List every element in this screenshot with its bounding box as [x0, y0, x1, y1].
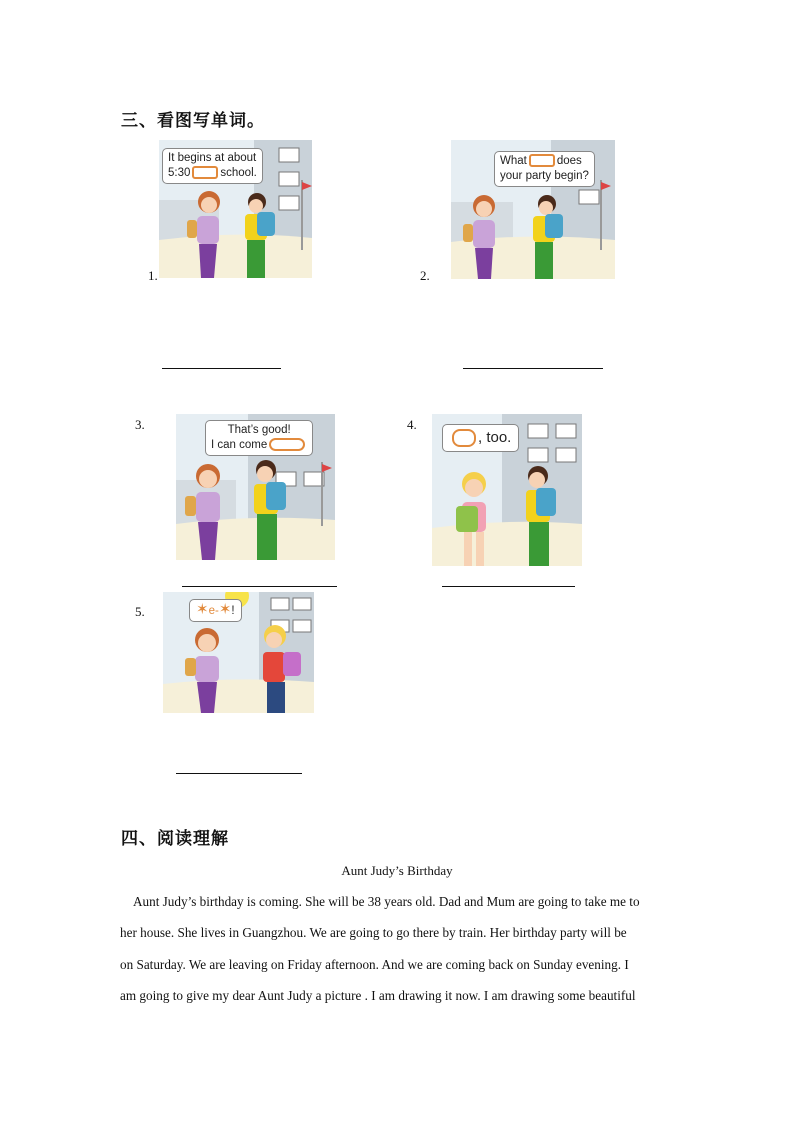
speech-bubble: [205, 420, 313, 456]
answer-line-5[interactable]: [176, 773, 302, 774]
bubble-text: What: [500, 155, 527, 167]
passage-line: am going to give my dear Aunt Judy a picture . I am drawing it now. I am drawing some beautiful: [120, 988, 636, 1003]
question-number-1: 1.: [148, 268, 158, 283]
question-number-2: 2.: [420, 268, 430, 283]
answer-line-4[interactable]: [442, 586, 575, 587]
question-3-picture: [176, 414, 335, 560]
question-4-picture: [432, 414, 582, 566]
bubble-text: !: [231, 605, 235, 617]
section-heading-reading: 四、阅读理解: [121, 829, 229, 849]
question-2-picture: [451, 140, 615, 279]
answer-line-2[interactable]: [463, 368, 603, 369]
bubble-text: e-: [208, 605, 219, 617]
question-number-3: 3.: [135, 417, 145, 432]
question-number-5: 5.: [135, 604, 145, 619]
star-icon: ✶: [218, 601, 232, 618]
bubble-text: does: [556, 155, 582, 167]
speech-bubble: [189, 599, 242, 622]
word-blank: [269, 438, 305, 451]
word-blank: [452, 429, 476, 447]
answer-line-1[interactable]: [162, 368, 281, 369]
speech-bubble: [162, 148, 263, 184]
bubble-text-line: That’s good!: [227, 424, 291, 436]
section-heading-vocab: 三、看图写单词。: [121, 111, 265, 131]
question-1-picture: [159, 140, 312, 278]
passage-line: her house. She lives in Guangzhou. We are going to go there by train. Her birthday party will be: [120, 925, 627, 940]
question-5-picture: [163, 592, 314, 713]
bubble-text-line: your party begin?: [500, 170, 589, 182]
speech-bubble: [442, 424, 519, 452]
passage-line: on Saturday. We are leaving on Friday afternoon. And we are coming back on Sunday evening. I: [120, 957, 629, 972]
star-icon: ✶: [196, 601, 209, 618]
speech-bubble: [494, 151, 595, 187]
word-blank: [192, 166, 218, 179]
word-blank: [529, 154, 555, 167]
question-number-4: 4.: [407, 417, 417, 432]
bubble-text: school.: [220, 167, 257, 179]
bubble-text: 5:30: [168, 167, 191, 179]
passage-line: Aunt Judy’s birthday is coming. She will be 38 years old. Dad and Mum are going to take me to: [133, 894, 640, 909]
passage-title: Aunt Judy’s Birthday: [341, 863, 453, 878]
bubble-text-line: It begins at about: [168, 152, 257, 164]
bubble-text: , too.: [478, 429, 512, 446]
bubble-text: I can come: [211, 439, 268, 451]
answer-line-3[interactable]: [182, 586, 337, 587]
